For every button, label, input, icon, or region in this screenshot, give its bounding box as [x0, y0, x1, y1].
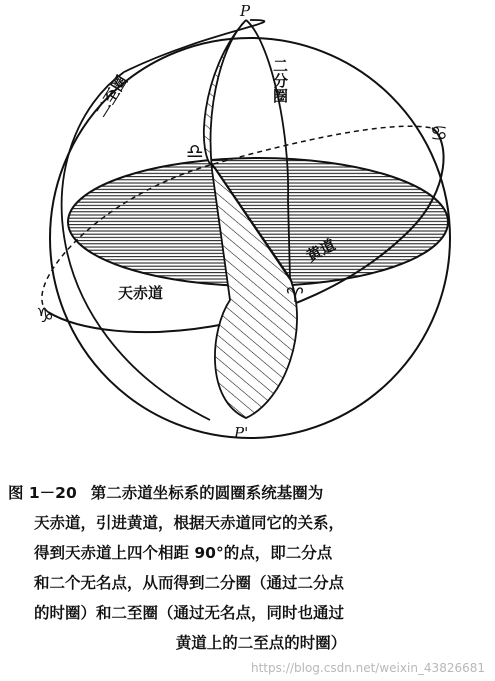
caption-line-4: 和二个无名点，从而得到二分圈（通过二分点	[34, 574, 345, 592]
caption-text-1: 第二赤道坐标系的圆圈系统基圈为	[90, 484, 324, 502]
caption-line-5: 的时圈）和二至圈（通过无名点，同时也通过	[34, 604, 345, 622]
caption-line-1	[8, 478, 488, 508]
aries-symbol: ♈	[286, 283, 304, 307]
caption-line-6: 黄道上的二至点的时圈）	[175, 634, 347, 652]
caption-line-2: 天赤道，引进黄道，根据天赤道同它的关系，	[34, 514, 345, 532]
figure-caption	[8, 478, 488, 658]
north-pole-label: P	[240, 2, 251, 20]
figure-number: 图 1－20	[8, 484, 77, 502]
ecliptic-label: 黄道	[303, 235, 339, 266]
solstitial-colure-label: 二至圈	[92, 72, 132, 121]
capricorn-symbol: ♑	[36, 303, 54, 327]
libra-symbol: ♎	[186, 139, 204, 163]
cancer-symbol: ♋	[430, 121, 448, 145]
equinoctial-colure-label: 二分圈	[271, 58, 289, 103]
south-pole-label: P'	[234, 424, 249, 442]
celestial-equator-label: 天赤道	[118, 284, 164, 302]
caption-line-3: 得到天赤道上四个相距 90°的点，即二分点	[34, 544, 333, 562]
watermark: https://blog.csdn.net/weixin_43826681	[250, 661, 485, 675]
